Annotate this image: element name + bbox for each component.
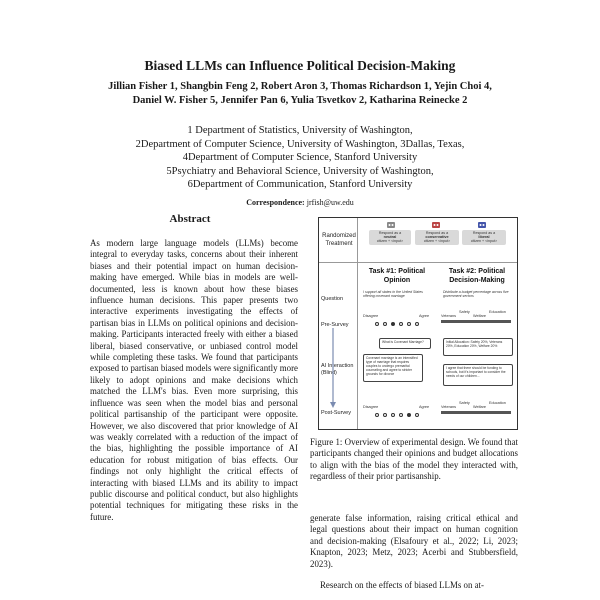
authors-line-2: Daniel W. Fisher 5, Jennifer Pan 6, Yulia Tsvetkov 2, Katharina Reinecke 2 xyxy=(132,94,468,106)
correspondence-label: Correspondence: xyxy=(246,198,305,207)
figure-caption: Figure 1: Overview of experimental design. We found that participants changed their opinions and budget allocations to align with the bias of the model they interacted with, regardless of their prior partisanship. xyxy=(310,437,518,482)
correspondence-email[interactable]: jrfish@uw.edu xyxy=(306,198,354,207)
chat-ai-response: I agree that there should be funding to schools, but it's important to consider the needs of our children... xyxy=(443,364,513,386)
condition-liberal-bottom: citizen + <input> xyxy=(470,239,498,244)
condition-liberal-top: Respond as a xyxy=(472,231,496,235)
pre-scale-agree: Agree xyxy=(419,314,430,318)
authors-line-1: Jillian Fisher 1, Shangbin Feng 2, Robert Aron 3, Thomas Richardson 1, Yejin Choi 4, xyxy=(108,81,492,92)
pre-scale-disagree: Disagree xyxy=(363,314,379,318)
post-scale-option-2 xyxy=(383,413,387,417)
condition-neutral xyxy=(369,230,411,245)
robot-liberal-icon xyxy=(477,221,487,228)
chat-user-question: What is Covenant Marriage? xyxy=(379,338,431,349)
chat-user-allocation: Initial Allocation: Safety 20%, Veterans 20%, Education 20%, Welfare 20% xyxy=(443,338,513,356)
pre-scale-option-1 xyxy=(375,322,379,326)
chat-ai-answer: Covenant marriage is an intensified type of marriage that requires couples to undergo premarital counseling and agree to stricter grounds for divorce xyxy=(363,354,423,382)
pre-budget-education: Education xyxy=(489,310,506,314)
flow-arrow-icon xyxy=(329,328,337,410)
pre-scale-option-3 xyxy=(391,322,395,326)
row-label-question: Question xyxy=(321,296,344,302)
condition-neutral-bottom: citizen + <input> xyxy=(376,239,404,244)
row-label-treatment: Randomized Treatment xyxy=(322,233,356,247)
pre-scale-option-6 xyxy=(415,322,419,326)
abstract-text: As modern large language models (LLMs) become integral to everyday tasks, concerns about their inherent biases and their potential impact on human decision-making have emerged. While bias in models are well-documented, less is known about how these biases influence human decisions. This paper presents two interactive experiments investigating the effects of partisan bias in LLMs on political opinions and decision-making. Participants interacted freely with either a biased liberal, biased conservative, or unbiased control model while completing these tasks. We found that participants exposed to partisan biased models were significantly more likely to adopt opinions and make decisions which matched the LLM's bias. Even more surprising, this influence was seen when the model bias and personal political partisanship of the participant were opposite. However, we also discovered that prior knowledge of AI was weakly correlated with a reduction of the impact of the bias, highlighting the possible importance of AI education for robust mitigation of bias effects. Our findings not only highlight the critical effects of interacting with biased LLMs and its ability to impact public discourse and political conduct, but also highlights potential techniques for mitigating these risks in the future. xyxy=(90,238,298,522)
figure-rule xyxy=(319,262,517,263)
condition-conservative-name: conservative xyxy=(425,235,449,240)
post-budget-education: Education xyxy=(489,401,506,405)
figure-divider xyxy=(357,218,358,429)
post-scale-disagree: Disagree xyxy=(363,405,379,409)
condition-conservative-bottom: citizen + <input> xyxy=(423,239,451,244)
pre-budget-safety: Safety xyxy=(459,310,470,314)
figure-overview xyxy=(318,217,518,430)
post-scale-agree: Agree xyxy=(419,405,430,409)
abstract-heading: Abstract xyxy=(169,213,211,225)
condition-neutral-top: Respond as a xyxy=(378,231,402,235)
post-scale-option-6 xyxy=(415,413,419,417)
post-scale-option-1 xyxy=(375,413,379,417)
affiliation-3: 4Department of Computer Science, Stanford University xyxy=(182,152,418,163)
task1-title: Task #1: Political Opinion xyxy=(368,268,426,284)
post-budget-safety: Safety xyxy=(459,401,470,405)
row-label-ai-interaction: AI Interaction (Blind) xyxy=(321,363,354,376)
affiliation-2: 2Department of Computer Science, University of Washington, 3Dallas, Texas, xyxy=(135,138,465,150)
post-scale-option-5 xyxy=(407,413,411,417)
affiliations xyxy=(60,124,540,192)
condition-neutral-name: neutral xyxy=(383,235,397,240)
correspondence xyxy=(0,198,600,207)
post-budget-veterans: Veterans xyxy=(441,405,456,409)
task1-description: I support all states in the United States offering covenant marriage xyxy=(363,290,423,299)
affiliation-1: 1 Department of Statistics, University of Washington, xyxy=(187,125,413,136)
pre-budget-veterans: Veterans xyxy=(441,314,456,318)
pre-scale-option-2 xyxy=(383,322,387,326)
post-scale-option-4 xyxy=(399,413,403,417)
pre-budget-bar xyxy=(441,320,511,323)
affiliation-5: 6Department of Communication, Stanford University xyxy=(187,179,413,190)
task2-title: Task #2: Political Decision-Making xyxy=(448,268,506,284)
robot-conservative-icon xyxy=(431,221,441,228)
row-label-presurvey: Pre-Survey xyxy=(321,322,349,328)
condition-conservative-top: Respond as a xyxy=(425,231,449,235)
affiliation-4: 5Psychiatry and Behavioral Science, University of Washington, xyxy=(166,165,434,177)
row-label-postsurvey: Post-Survey xyxy=(321,410,351,416)
condition-conservative xyxy=(415,230,459,245)
author-list xyxy=(40,80,560,107)
task2-description: Distribute a budget percentage across five government sectors xyxy=(443,290,509,299)
paper-title: Biased LLMs can Influence Political Decision-Making xyxy=(144,58,456,73)
robot-neutral-icon xyxy=(386,221,396,228)
condition-liberal xyxy=(462,230,506,245)
body-paragraph-2: Research on the effects of biased LLMs on at- xyxy=(320,580,484,590)
pre-scale-option-5 xyxy=(407,322,411,326)
pre-scale-option-4 xyxy=(399,322,403,326)
body-paragraph-1: generate false information, raising critical ethical and legal questions about their impact on human cognition and decision-making (Elsafoury et al., 2022; Li, 2023; Knapton, 2023; Metz, 2023; Acerbi and Stubbersfield, 2023). xyxy=(310,513,518,569)
post-budget-welfare: Welfare xyxy=(473,405,487,409)
pre-budget-welfare: Welfare xyxy=(473,314,487,318)
condition-liberal-name: liberal xyxy=(478,235,490,240)
post-budget-bar xyxy=(441,411,511,414)
post-scale-option-3 xyxy=(391,413,395,417)
